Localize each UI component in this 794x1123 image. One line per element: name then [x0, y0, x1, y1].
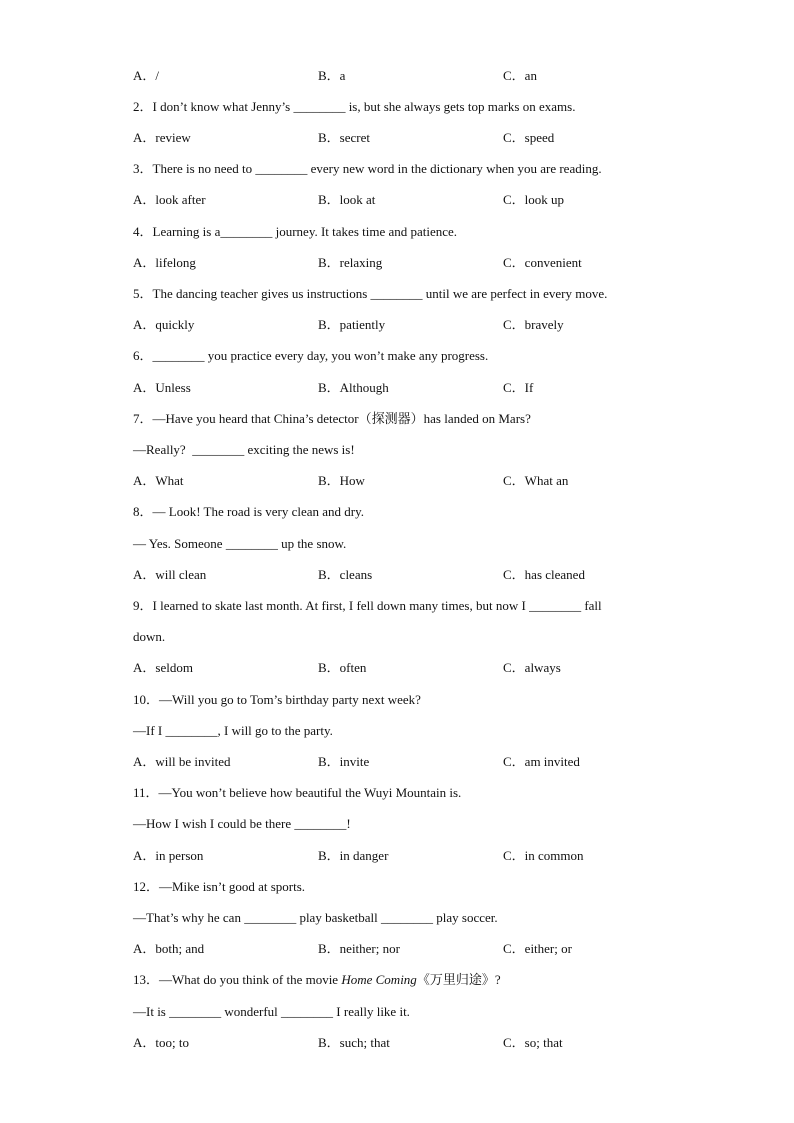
q7-option-a[interactable]: A．What	[133, 473, 184, 488]
q7-stem-line2: —Really? ________ exciting the news is!	[133, 442, 355, 457]
q3-option-b[interactable]: B．look at	[318, 192, 376, 207]
q13-option-a[interactable]: A．too; to	[133, 1035, 189, 1050]
q1-option-c[interactable]: C．an	[503, 68, 537, 83]
q8-option-b[interactable]: B．cleans	[318, 567, 373, 582]
q3-option-c[interactable]: C．look up	[503, 192, 565, 207]
q2-option-a[interactable]: A．review	[133, 130, 191, 145]
q11-stem-line2: —How I wish I could be there ________!	[133, 816, 351, 831]
q2-stem: 2．I don’t know what Jenny’s ________ is, but she always gets top marks on exams.	[133, 99, 576, 114]
q12-option-c[interactable]: C．either; or	[503, 941, 572, 956]
q12-option-a[interactable]: A．both; and	[133, 941, 205, 956]
q13-movie-title: Home Coming	[341, 972, 417, 987]
q2-option-c[interactable]: C．speed	[503, 130, 555, 145]
q8-option-a[interactable]: A．will clean	[133, 567, 207, 582]
q12-stem-line2: —That’s why he can ________ play basketball ________ play soccer.	[133, 910, 498, 925]
q11-option-c[interactable]: C．in common	[503, 848, 584, 863]
q9-stem-line2: down.	[133, 629, 166, 644]
q4-option-a[interactable]: A．lifelong	[133, 255, 196, 270]
q4-option-b[interactable]: B．relaxing	[318, 255, 383, 270]
q11-option-b[interactable]: B．in danger	[318, 848, 389, 863]
q10-option-c[interactable]: C．am invited	[503, 754, 580, 769]
q8-option-c[interactable]: C．has cleaned	[503, 567, 585, 582]
q7-stem: 7．—Have you heard that China’s detector（探测器）has landed on Mars?	[133, 411, 531, 426]
q1-option-b[interactable]: B．a	[318, 68, 346, 83]
q10-stem: 10．—Will you go to Tom’s birthday party next week?	[133, 692, 421, 707]
q5-option-b[interactable]: B．patiently	[318, 317, 386, 332]
q7-option-b[interactable]: B．How	[318, 473, 365, 488]
q13-stem	[133, 972, 501, 988]
q6-stem: 6．________ you practice every day, you won’t make any progress.	[133, 348, 489, 363]
q13-option-c[interactable]: C．so; that	[503, 1035, 563, 1050]
q5-stem: 5．The dancing teacher gives us instructions ________ until we are perfect in every move.	[133, 286, 608, 301]
q9-option-c[interactable]: C．always	[503, 660, 561, 675]
q9-stem: 9．I learned to skate last month. At first, I fell down many times, but now I ________ fall	[133, 598, 602, 613]
q6-option-b[interactable]: B．Although	[318, 380, 389, 395]
q12-option-b[interactable]: B．neither; nor	[318, 941, 400, 956]
q10-option-b[interactable]: B．invite	[318, 754, 370, 769]
q4-option-c[interactable]: C．convenient	[503, 255, 582, 270]
q12-stem: 12．—Mike isn’t good at sports.	[133, 879, 306, 894]
q1-option-a[interactable]: A．/	[133, 68, 160, 83]
q11-option-a[interactable]: A．in person	[133, 848, 204, 863]
q6-option-c[interactable]: C．If	[503, 380, 534, 395]
q11-stem: 11．—You won’t believe how beautiful the Wuyi Mountain is.	[133, 785, 462, 800]
q6-option-a[interactable]: A．Unless	[133, 380, 191, 395]
q8-stem: 8．— Look! The road is very clean and dry.	[133, 504, 365, 519]
q3-stem: 3．There is no need to ________ every new word in the dictionary when you are reading.	[133, 161, 602, 176]
q13-stem-before: 13．—What do you think of the movie	[133, 972, 342, 987]
q13-stem-line2: —It is ________ wonderful ________ I really like it.	[133, 1004, 410, 1019]
q2-option-b[interactable]: B．secret	[318, 130, 370, 145]
q13-stem-after: 《万里归途》?	[416, 972, 501, 987]
q13-option-b[interactable]: B．such; that	[318, 1035, 390, 1050]
q5-option-a[interactable]: A．quickly	[133, 317, 195, 332]
q10-stem-line2: —If I ________, I will go to the party.	[133, 723, 333, 738]
q9-option-a[interactable]: A．seldom	[133, 660, 193, 675]
q5-option-c[interactable]: C．bravely	[503, 317, 564, 332]
q10-option-a[interactable]: A．will be invited	[133, 754, 231, 769]
q3-option-a[interactable]: A．look after	[133, 192, 206, 207]
q7-option-c[interactable]: C．What an	[503, 473, 569, 488]
q9-option-b[interactable]: B．often	[318, 660, 367, 675]
q8-stem-line2: — Yes. Someone ________ up the snow.	[133, 536, 347, 551]
q4-stem: 4．Learning is a________ journey. It takes time and patience.	[133, 224, 458, 239]
